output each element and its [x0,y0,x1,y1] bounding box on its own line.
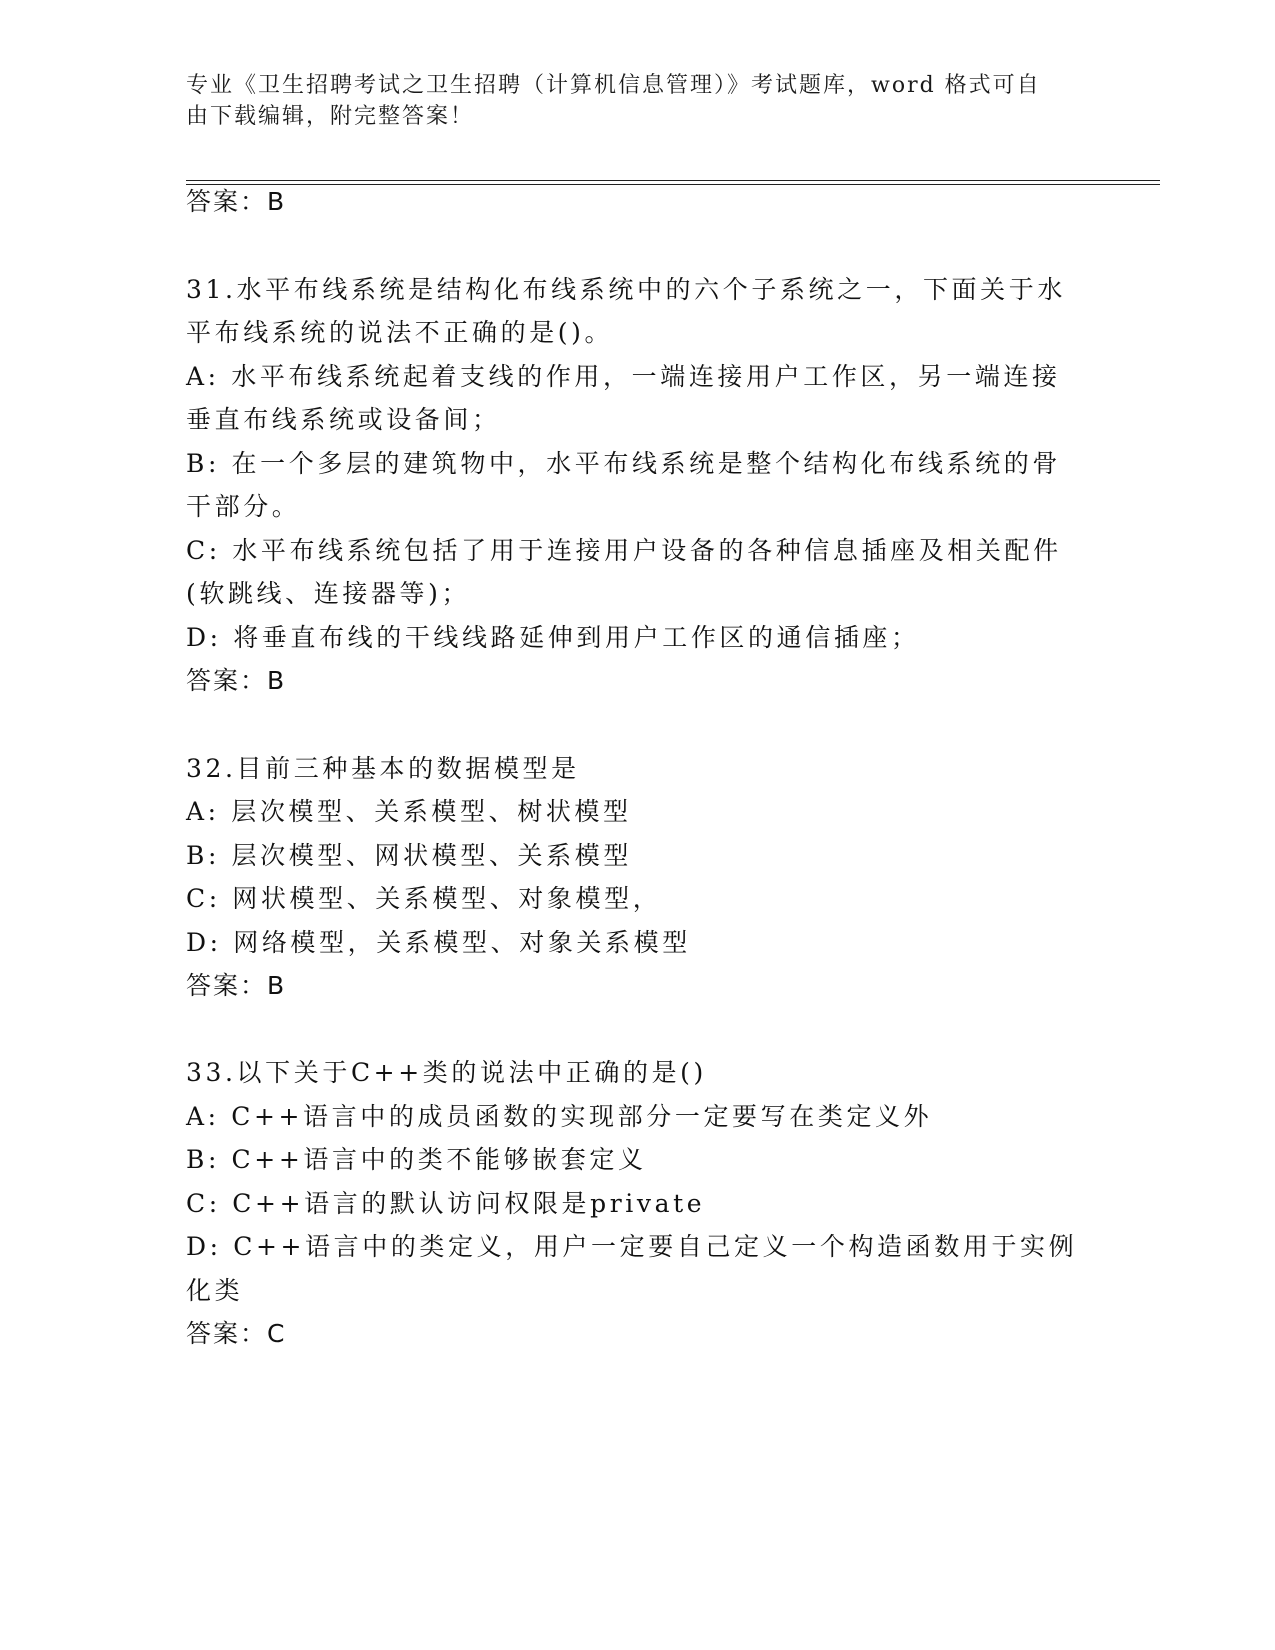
question-32-option-a: A: 层次模型、关系模型、树状模型 [186,797,632,826]
header-line-1: 专业《卫生招聘考试之卫生招聘（计算机信息管理）》考试题库，word 格式可自 [186,73,1041,98]
answer-33: 答案：C [186,1319,287,1348]
question-33-stem: 33.以下关于C++类的说法中正确的是() [186,1058,707,1087]
answer-32: 答案：B [186,971,287,1000]
question-33-option-b: B: C++语言中的类不能够嵌套定义 [186,1145,647,1174]
question-31-option-a-line-1: A: 水平布线系统起着支线的作用，一端连接用户工作区，另一端连接 [186,362,1061,391]
question-31-option-c-line-1: C: 水平布线系统包括了用于连接用户设备的各种信息插座及相关配件 [186,536,1062,565]
question-33-option-d-line-1: D: C++语言中的类定义，用户一定要自己定义一个构造函数用于实例 [186,1232,1078,1261]
question-31-stem-line-2: 平布线系统的说法不正确的是()。 [186,318,614,347]
question-31-option-a-line-2: 垂直布线系统或设备间； [186,405,501,434]
question-33-option-a: A: C++语言中的成员函数的实现部分一定要写在类定义外 [186,1102,933,1131]
header-line-2: 由下载编辑，附完整答案！ [186,104,475,129]
header-divider-bottom [186,184,1160,185]
question-31-stem-line-1: 31.水平布线系统是结构化布线系统中的六个子系统之一，下面关于水 [186,275,1066,304]
question-32-option-c: C: 网状模型、关系模型、对象模型， [186,884,662,913]
question-33-option-d-line-2: 化类 [186,1276,244,1305]
question-31-option-b-line-2: 干部分。 [186,492,301,521]
question-31-option-b-line-1: B: 在一个多层的建筑物中，水平布线系统是整个结构化布线系统的骨 [186,449,1061,478]
answer-31: 答案：B [186,666,287,695]
question-31-option-c-line-2: (软跳线、连接器等)； [186,579,471,608]
header-divider-top [186,180,1160,181]
question-32-option-d: D: 网络模型，关系模型、对象关系模型 [186,928,691,957]
question-32-option-b: B: 层次模型、网状模型、关系模型 [186,841,632,870]
question-32-stem: 32.目前三种基本的数据模型是 [186,754,580,783]
answer-previous: 答案：B [186,187,287,216]
document-header [186,70,1066,132]
question-31-option-d: D: 将垂直布线的干线线路延伸到用户工作区的通信插座； [186,623,920,652]
question-33-option-c: C: C++语言的默认访问权限是private [186,1189,706,1218]
